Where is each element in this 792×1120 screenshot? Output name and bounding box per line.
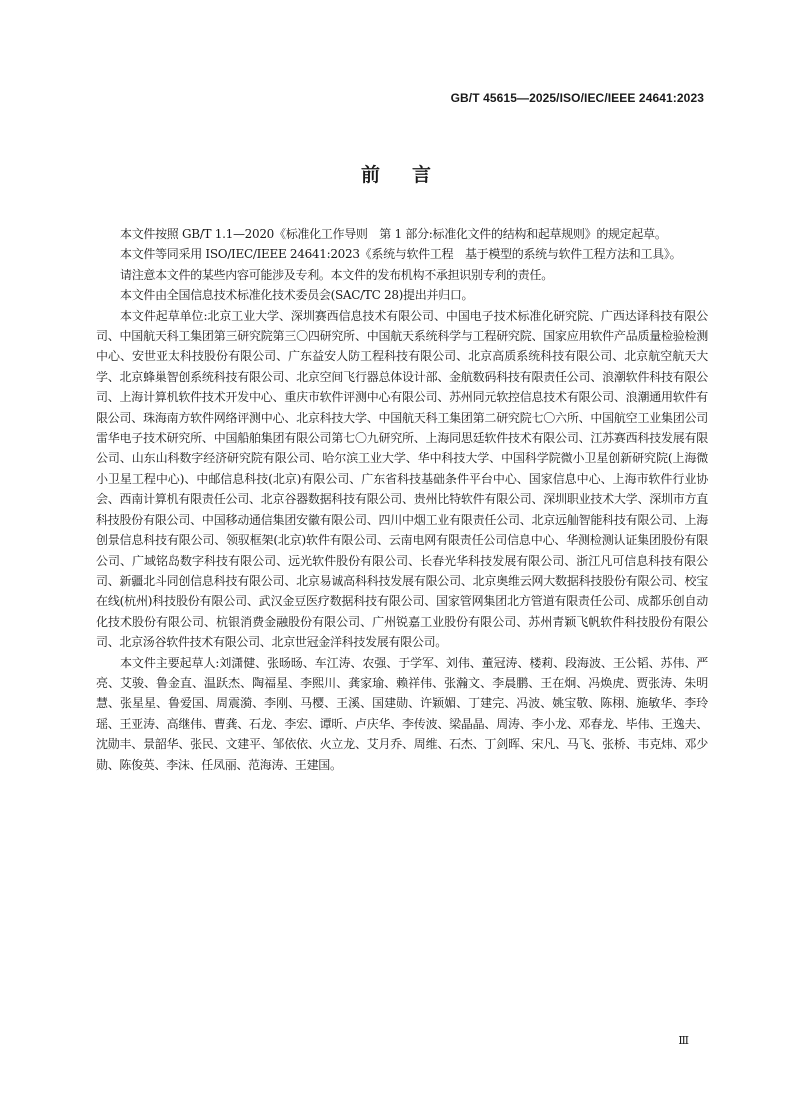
paragraph-proposer: 本文件由全国信息技术标准化技术委员会(SAC/TC 28)提出并归口。 bbox=[120, 288, 474, 303]
standard-identifier: GB/T 45615—2025/ISO/IEC/IEEE 24641:2023 bbox=[450, 91, 704, 105]
page-title: 前言 bbox=[360, 164, 463, 186]
paragraph-drafting-rules: 本文件按照 GB/T 1.1—2020《标准化工作导则 第 1 部分:标准化文件的结构和起草规则》的规定起草。 bbox=[120, 227, 667, 241]
paragraph-adoption: 本文件等同采用 ISO/IEC/IEEE 24641:2023《系统与软件工程 基于模型的系统与软件工程方法和工具》。 bbox=[120, 247, 682, 262]
paragraph-patent-notice: 请注意本文件的某些内容可能涉及专利。本文件的发布机构不承担识别专利的责任。 bbox=[120, 267, 553, 282]
foreword-body bbox=[96, 224, 708, 775]
paragraph-drafters: 本文件主要起草人:刘潇健、张旸旸、车江涛、农强、于学军、刘伟、董冠涛、楼莉、段海波、王公韬、苏伟、严亮、艾骏、鲁金直、温跃杰、陶福星、李熙川、龚家瑜、赖祥伟、张瀚文、李晨鹏、王在炯、冯焕虎、贾张涛、朱明慧、张星星、鲁爱国、周震漪、李刚、马樱、王溪、国建勋、许颖媚、丁建完、冯波、姚宝敬、陈栩、施敏华、李玲瑶、王亚涛、高继伟、曹龚、石龙、李宏、谭昕、卢庆华、李传波、梁晶晶、周涛、李小龙、邓春龙、毕伟、王逸夫、沈勋丰、景韶华、张民、文建平、邹依依、火立龙、艾月乔、周维、石杰、丁剑晖、宋凡、马飞、张桥、韦克炜、邓少勋、陈俊英、李沫、任凤丽、范海涛、王建国。 bbox=[96, 655, 708, 772]
page-number: Ⅲ bbox=[678, 1034, 689, 1047]
paragraph-drafting-units: 本文件起草单位:北京工业大学、深圳赛西信息技术有限公司、中国电子技术标准化研究院、广西达译科技有限公司、中国航天科工集团第三研究院第三〇四研究所、中国航天系统科学与工程研究院、国家应用软件产品质量检验检测中心、安世亚太科技股份有限公司、广东益安人防工程科技有限公司、北京高质系统科技有限公司、北京航空航天大学、北京蜂巢智创系统科技有限公司、北京空间飞行器总体设计部、金航数码科技有限责任公司、浪潮软件科技有限公司、上海计算机软件技术开发中心、重庆市软件评测中心有限公司、苏州同元软控信息技术有限公司、浪潮通用软件有限公司、珠海南方软件网络评测中心、北京科技大学、中国航天科工集团第二研究院七〇六所、中国航空工业集团公司雷华电子技术研究所、中国船舶集团有限公司第七〇九研究所、上海同思廷软件技术有限公司、江苏赛西科技发展有限公司、山东山科数字经济研究院有限公司、哈尔滨工业大学、华中科技大学、中国科学院微小卫星创新研究院(上海微小卫星工程中心)、中邮信息科技(北京)有限公司、广东省科技基础条件平台中心、国家信息中心、上海市软件行业协会、西南计算机有限责任公司、北京谷器数据科技有限公司、贵州比特软件有限公司、深圳职业技术大学、深圳市方直科技股份有限公司、中国移动通信集团安徽有限公司、四川中烟工业有限责任公司、北京远舢智能科技有限公司、上海创景信息科技有限公司、领驭框架(北京)软件有限公司、云南电网有限责任公司信息中心、华测检测认证集团股份有限公司、广域铭岛数字科技有限公司、远光软件股份有限公司、长春光华科技发展有限公司、浙江凡可信息科技有限公司、新疆北斗同创信息科技有限公司、北京易诚高科科技发展有限公司、北京奥维云网大数据科技股份有限公司、校宝在线(杭州)科技股份有限公司、武汉金豆医疗数据科技有限公司、国家管网集团北方管道有限责任公司、成都乐创自动化技术股份有限公司、杭银消费金融股份有限公司、广州锐嘉工业股份有限公司、苏州青颖飞帆软件科技股份有限公司、北京汤谷软件技术有限公司、北京世冠金洋科技发展有限公司。 bbox=[96, 308, 708, 650]
